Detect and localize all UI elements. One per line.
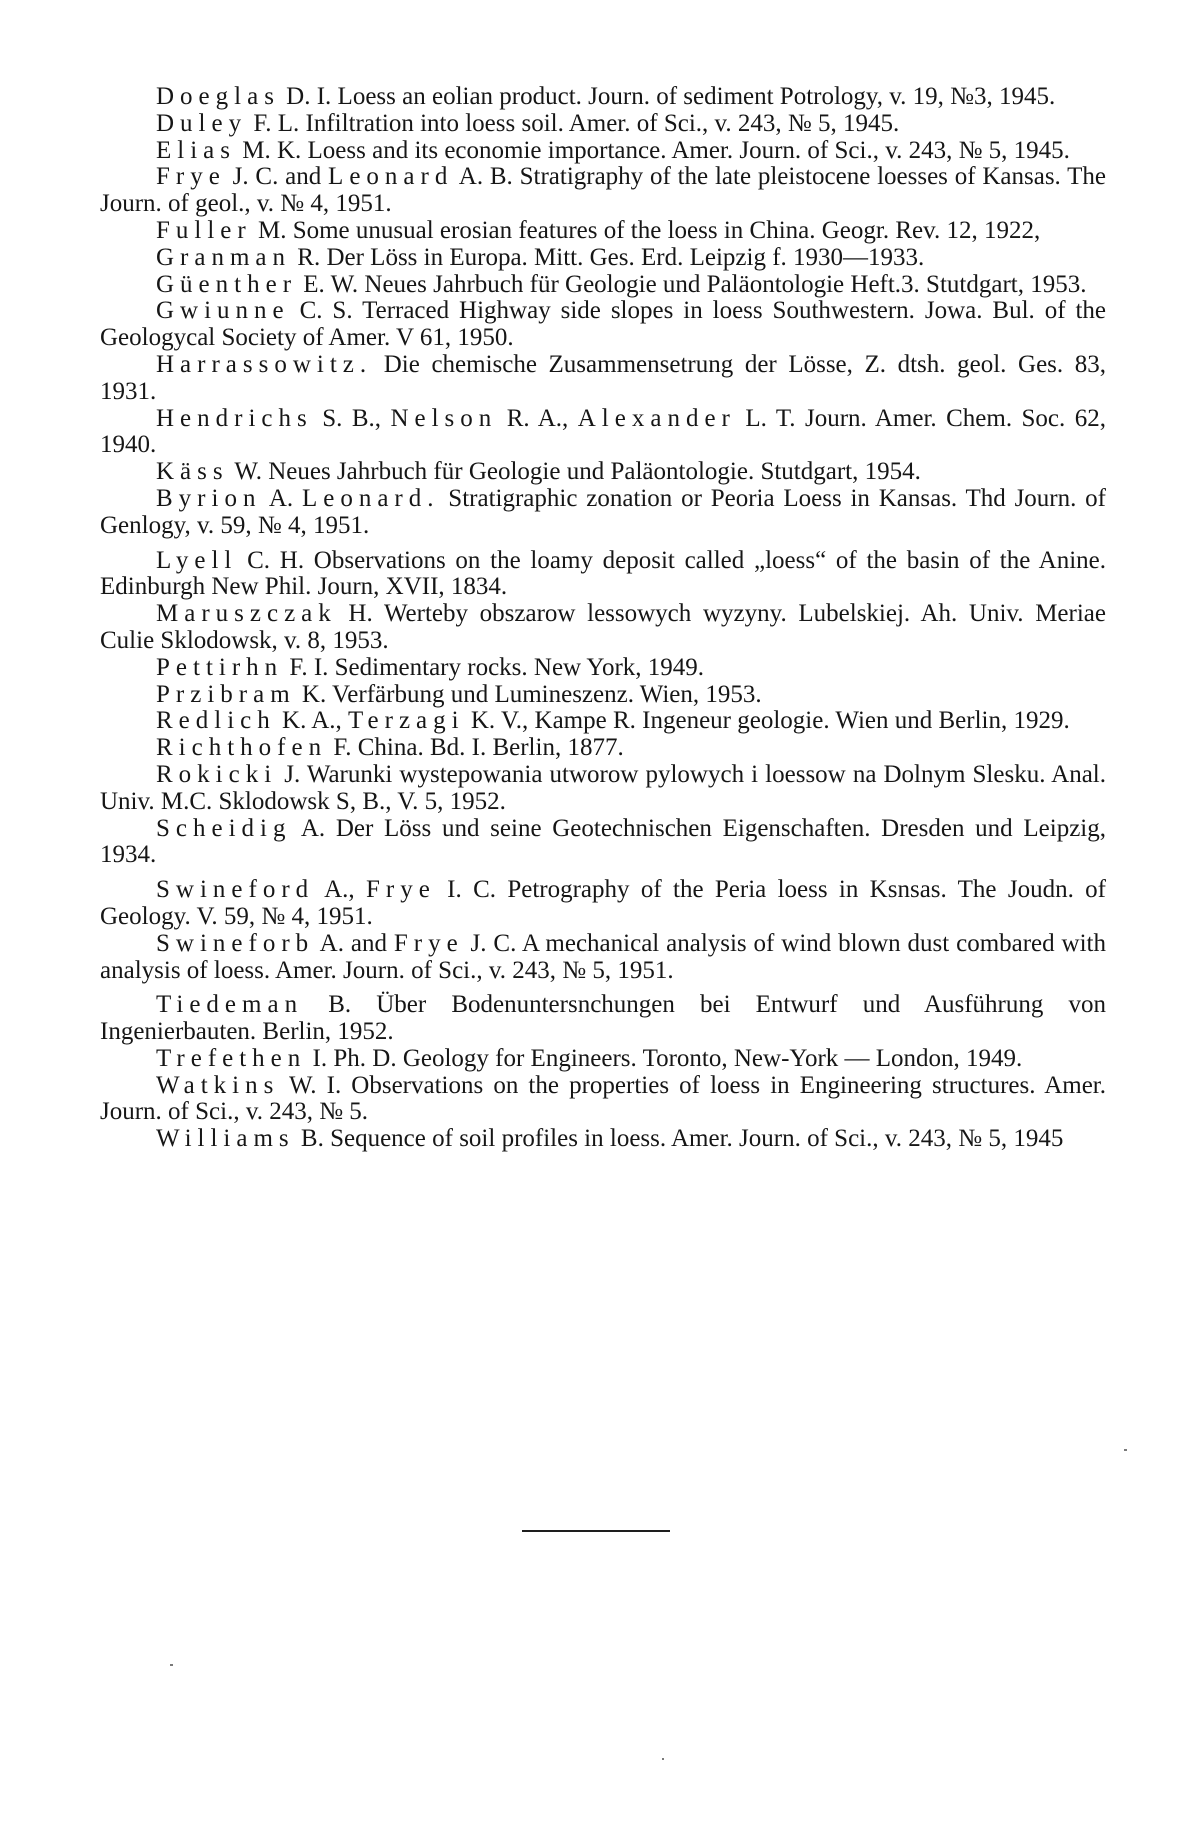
reference-text: M. K. Loess and its economie importance. Amer. Journ. of Sci., v. 243, № 5, 1945. — [236, 136, 1070, 164]
reference-author: Trefethen — [156, 1044, 307, 1072]
reference-entry — [100, 486, 1106, 540]
reference-text: E. W. Neues Jahrbuch für Geologie und Paläontologie Heft.3. Stutdgart, 1953. — [297, 270, 1087, 298]
reference-author: Scheidig — [156, 814, 292, 842]
reference-text: C. S. Terraced Highway side slopes in loess Southwestern. Jowa. Bul. of the Geologycal Society of Amer. V 61, 1950. — [100, 297, 1106, 352]
reference-entry — [100, 877, 1106, 931]
reference-author: Harrassowitz. — [156, 350, 373, 378]
reference-text: J. Warunki wystepowania utworow pylowych i loessow na Dolnym Slesku. Anal. Univ. M.C. Sklodowsk S, B., V. 5, 1952. — [100, 760, 1106, 815]
reference-text: A., — [314, 876, 366, 904]
reference-entry — [100, 111, 1106, 138]
reference-entry — [100, 218, 1106, 245]
end-rule — [522, 1530, 670, 1532]
reference-text: A. Der Löss und seine Geotechnischen Eigenschaften. Dresden und Leipzig, 1934. — [100, 814, 1106, 869]
reference-text: R. A., — [497, 404, 578, 432]
speck-mark — [1124, 1449, 1127, 1451]
reference-text: K. Verfärbung und Lumineszenz. Wien, 1953. — [295, 680, 762, 708]
reference-author: Elias — [156, 136, 236, 164]
reference-entry — [100, 992, 1106, 1046]
reference-author: Granman — [156, 243, 292, 271]
reference-entry — [100, 548, 1106, 602]
reference-text: S. B., — [312, 404, 391, 432]
reference-text: M. Some unusual erosian features of the loess in China. Geogr. Rev. 12, 1922, — [251, 216, 1041, 244]
reference-entry — [100, 406, 1106, 460]
reference-text: L. T. Journ. Amer. Chem. Soc. 62, 1940. — [100, 404, 1106, 459]
reference-entry — [100, 272, 1106, 299]
reference-author: Hendrichs — [156, 404, 313, 432]
reference-author: Maruszczak — [156, 600, 337, 628]
reference-author: Pettirhn — [156, 653, 284, 681]
reference-text: A. and — [314, 929, 394, 957]
reference-text: R. Der Löss in Europa. Mitt. Ges. Erd. Leipzig f. 1930—1933. — [291, 243, 925, 271]
reference-text: H. Werteby obszarow lessowych wyzyny. Lubelskiej. Ah. Univ. Meriae Culie Sklodowsk, v. 8, 1953. — [100, 600, 1106, 654]
reference-text: A. — [261, 484, 302, 512]
reference-author: Swineforb — [156, 929, 315, 957]
reference-author: Leonard. — [301, 484, 440, 512]
reference-author: Fuller — [156, 216, 252, 244]
reference-author: Tiedeman — [156, 991, 304, 1019]
reference-author: Alexander — [577, 404, 736, 432]
reference-text: A. B. Stratigraphy of the late pleistocene loesses of Kansas. The Journ. of geol., v. № 4, 1951. — [100, 163, 1107, 218]
reference-author: Richthofen — [156, 734, 328, 762]
reference-text: K. A., — [275, 707, 348, 735]
speck-mark — [170, 1664, 173, 1666]
reference-author: Byrion — [156, 484, 262, 512]
reference-text: J. C. A mechanical analysis of wind blown dust combared with analysis of loess. Amer. Journ. of Sci., v. 243, № 5, 1951. — [100, 929, 1106, 984]
reference-entry — [100, 1126, 1106, 1153]
reference-text: F. I. Sedimentary rocks. New York, 1949. — [283, 653, 705, 681]
reference-text: K. V., Kampe R. Ingeneur geologie. Wien und Berlin, 1929. — [464, 707, 1070, 735]
reference-entry — [100, 708, 1106, 735]
reference-entry — [100, 298, 1106, 352]
reference-text: J. C. and — [225, 163, 329, 191]
reference-author: Güenther — [156, 270, 298, 298]
reference-author: Frye — [366, 876, 436, 904]
reference-author: Leonard — [328, 163, 454, 191]
reference-entry — [100, 816, 1106, 870]
reference-entry — [100, 682, 1106, 709]
reference-author: Watkins — [156, 1071, 280, 1099]
reference-entry — [100, 352, 1106, 406]
reference-text: W. I. Observations on the properties of loess in Engineering structures. Amer. Journ. of Sci., v. 243, № 5. — [100, 1071, 1106, 1126]
reference-author: Frye — [393, 929, 464, 957]
reference-text: I. C. Petrography of the Peria loess in Ksnsas. The Joudn. of Geology. V. 59, № 4, 1951. — [100, 876, 1106, 930]
reference-text: W. Neues Jahrbuch für Geologie und Paläontologie. Stutdgart, 1954. — [228, 458, 921, 486]
reference-author: Williams — [156, 1125, 295, 1153]
reference-author: Lyell — [156, 546, 238, 574]
reference-author: Rokicki — [156, 760, 278, 788]
reference-author: Redlich — [156, 707, 276, 735]
reference-author: Gwiunne — [156, 297, 290, 325]
reference-text: F. L. Infiltration into loess soil. Amer. of Sci., v. 243, № 5, 1945. — [247, 109, 900, 137]
reference-author: Nelson — [390, 404, 498, 432]
reference-author: Frye — [156, 163, 226, 191]
reference-entry — [100, 164, 1106, 218]
reference-text: B. Über Bodenuntersnchungen bei Entwurf und Ausführung von Ingenierbauten. Berlin, 1952. — [100, 991, 1106, 1046]
reference-entry — [100, 601, 1106, 655]
reference-entry — [100, 84, 1106, 111]
reference-text: Die chemische Zusammensetrung der Lösse, Z. dtsh. geol. Ges. 83, 1931. — [100, 350, 1106, 405]
reference-text: F. China. Bd. I. Berlin, 1877. — [327, 734, 624, 762]
reference-text: Stratigraphic zonation or Peoria Loess in Kansas. Thd Journ. of Genlogy, v. 59, № 4, 1951. — [100, 484, 1106, 539]
reference-author: Duley — [156, 109, 248, 137]
reference-entry — [100, 459, 1106, 486]
reference-entry — [100, 1046, 1106, 1073]
reference-entry — [100, 762, 1106, 816]
reference-author: Swineford — [156, 876, 315, 904]
reference-entry — [100, 655, 1106, 682]
reference-entry — [100, 138, 1106, 165]
reference-entry — [100, 245, 1106, 272]
reference-text: D. I. Loess an eolian product. Journ. of sediment Potrology, v. 19, №3, 1945. — [279, 83, 1056, 110]
reference-author: Doeglas — [156, 83, 280, 110]
reference-author: Käss — [156, 458, 229, 486]
reference-author: Terzagi — [348, 707, 465, 735]
speck-mark — [662, 1758, 664, 1760]
bibliography-list — [100, 84, 1106, 1153]
reference-text: I. Ph. D. Geology for Engineers. Toronto, New-York — London, 1949. — [306, 1044, 1023, 1072]
reference-entry — [100, 1073, 1106, 1127]
reference-entry — [100, 931, 1106, 985]
reference-text: B. Sequence of soil profiles in loess. Amer. Journ. of Sci., v. 243, № 5, 1945 — [294, 1125, 1064, 1153]
reference-text: C. H. Observations on the loamy deposit called „loess“ of the basin of the Anine. Edinburgh New Phil. Journ, XVII, 1834. — [100, 546, 1106, 601]
reference-author: Przibram — [156, 680, 296, 708]
reference-entry — [100, 735, 1106, 762]
